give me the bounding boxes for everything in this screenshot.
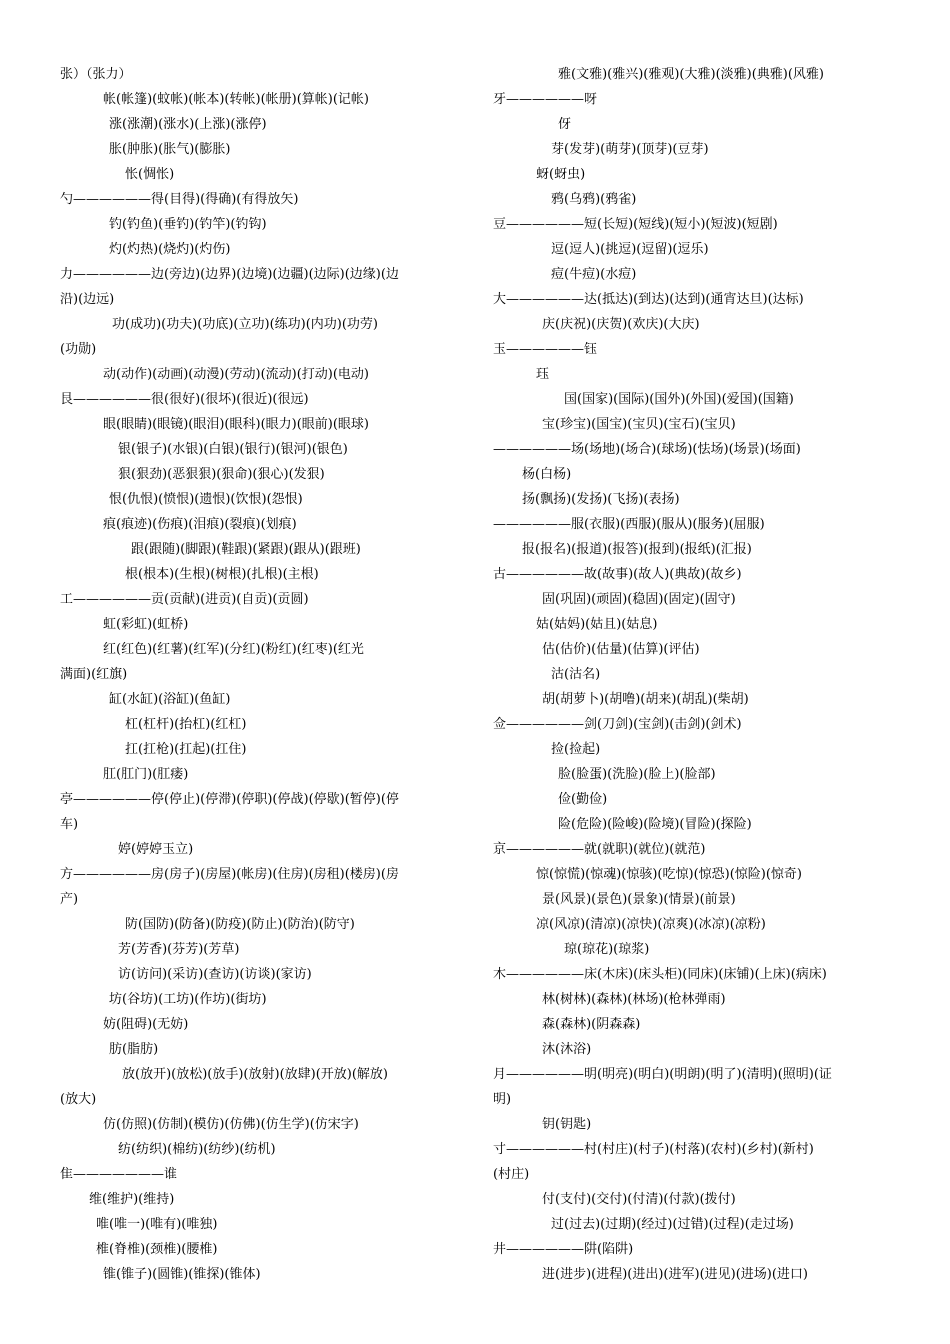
text-line: 木——————床(木床)(床头柜)(同床)(床铺)(上床)(病床) (493, 967, 827, 982)
text-line: 惊(惊慌)(惊魂)(惊骇)(吃惊)(惊恐)(惊险)(惊奇) (536, 867, 803, 882)
text-line: 估(估价)(估量)(估算)(评估) (542, 642, 700, 657)
text-line: 牙——————呀 (493, 92, 598, 107)
text-line: 怅(惆怅) (125, 167, 175, 182)
text-line: 椎(脊椎)(颈椎)(腰椎) (96, 1242, 218, 1257)
text-line: 方——————房(房子)(房屋)(帐房)(住房)(房租)(楼房)(房 (60, 867, 399, 882)
text-line: 杨(白杨) (522, 467, 572, 482)
text-line: 伢 (558, 117, 572, 132)
text-line: 胀(肿胀)(胀气)(膨胀) (109, 142, 231, 157)
text-line: 宝(珍宝)(国宝)(宝贝)(宝石)(宝贝) (542, 417, 736, 432)
text-line: 功(成功)(功夫)(功底)(立功)(练功)(内功)(功劳) (112, 317, 379, 332)
text-line: 井——————阱(陷阱) (493, 1242, 634, 1257)
text-line: 眼(眼睛)(眼镜)(眼泪)(眼科)(眼力)(眼前)(眼球) (103, 417, 370, 432)
text-line: 痘(牛痘)(水痘) (551, 267, 637, 282)
text-line: (村庄) (493, 1167, 530, 1182)
text-line: 寸——————村(村庄)(村子)(村落)(农村)(乡村)(新村) (493, 1142, 814, 1157)
text-line: 红(红色)(红薯)(红军)(分红)(粉红)(红枣)(红光 (103, 642, 364, 657)
text-line: 放(放开)(放松)(放手)(放射)(放肆)(开放)(解放) (122, 1067, 389, 1082)
text-line: 沐(沐浴) (542, 1042, 592, 1057)
text-line: 隹———————谁 (60, 1167, 178, 1182)
text-line: 银(银子)(水银)(白银)(银行)(银河)(银色) (118, 442, 348, 457)
text-line: 扛(扛枪)(扛起)(扛住) (125, 742, 247, 757)
text-line: 姑(姑妈)(姑且)(姑息) (536, 617, 658, 632)
text-line: 缸(水缸)(浴缸)(鱼缸) (109, 692, 231, 707)
text-line: 森(森林)(阴森森) (542, 1017, 641, 1032)
text-line: 险(危险)(险峻)(险境)(冒险)(探险) (558, 817, 752, 832)
text-line: 扬(飘扬)(发扬)(飞扬)(表扬) (522, 492, 680, 507)
text-line: 根(根本)(生根)(树根)(扎根)(主根) (125, 567, 319, 582)
text-line: 锥(锥子)(圆锥)(锥探)(锥体) (103, 1267, 261, 1282)
text-line: 凉(风凉)(清凉)(凉快)(凉爽)(冰凉)(凉粉) (536, 917, 766, 932)
text-line: 报(报名)(报道)(报答)(报到)(报纸)(汇报) (522, 542, 752, 557)
text-line: 灼(灼热)(烧灼)(灼伤) (109, 242, 231, 257)
text-line: 鸦(乌鸦)(鸦雀) (551, 192, 637, 207)
text-line: 沽(沽名) (551, 667, 601, 682)
text-line: ——————场(场地)(场合)(球场)(怯场)(场景)(场面) (493, 442, 801, 457)
text-line: 琼(琼花)(琼浆) (564, 942, 650, 957)
text-line: 艮——————很(很好)(很坏)(很近)(很远) (60, 392, 309, 407)
text-line: 张）（张力） (60, 67, 132, 82)
text-line: 维(维护)(维持) (89, 1192, 175, 1207)
text-line: 仿(仿照)(仿制)(模仿)(仿佛)(仿生学)(仿宋字) (103, 1117, 359, 1132)
text-line: 胡(胡萝卜)(胡噜)(胡来)(胡乱)(柴胡) (542, 692, 749, 707)
text-line: 狠(狠劲)(恶狠狠)(狠命)(狠心)(发狠) (118, 467, 325, 482)
text-line: 月——————明(明亮)(明白)(明朗)(明了)(清明)(照明)(证 (493, 1067, 832, 1082)
text-line: 进(进步)(进程)(进出)(进军)(进见)(进场)(进口) (542, 1267, 809, 1282)
text-line: 防(国防)(防备)(防疫)(防止)(防治)(防守) (125, 917, 355, 932)
text-line: 工——————贡(贡献)(进贡)(自贡)(贡圆) (60, 592, 309, 607)
text-line: 脸(脸蛋)(洗脸)(脸上)(脸部) (558, 767, 716, 782)
text-line: 钓(钓鱼)(垂钓)(钓竿)(钓钩) (109, 217, 267, 232)
text-line: 佥——————剑(刀剑)(宝剑)(击剑)(剑术) (493, 717, 742, 732)
text-line: 产) (60, 892, 79, 907)
text-line: 坊(谷坊)(工坊)(作坊)(街坊) (109, 992, 267, 1007)
text-line: 肪(脂肪) (109, 1042, 159, 1057)
text-line: 满面)(红旗) (60, 667, 128, 682)
text-line: 勺——————得(目得)(得确)(有得放矢) (60, 192, 299, 207)
text-line: 钥(钥匙) (542, 1117, 592, 1132)
text-line: 庆(庆祝)(庆贺)(欢庆)(大庆) (542, 317, 700, 332)
text-line: 芳(芳香)(芬芳)(芳草) (118, 942, 240, 957)
text-line: 付(支付)(交付)(付清)(付款)(拨付) (542, 1192, 736, 1207)
text-line: 肛(肛门)(肛瘘) (103, 767, 189, 782)
text-line: 痕(痕迹)(伤痕)(泪痕)(裂痕)(划痕) (103, 517, 297, 532)
text-line: (功勋) (60, 342, 97, 357)
text-line: 景(风景)(景色)(景象)(情景)(前景) (542, 892, 736, 907)
text-line: 动(动作)(动画)(动漫)(劳动)(流动)(打动)(电动) (103, 367, 370, 382)
text-line: 玉——————钰 (493, 342, 598, 357)
text-line: 恨(仇恨)(愤恨)(遗恨)(饮恨)(怨恨) (109, 492, 303, 507)
text-line: 雅(文雅)(雅兴)(雅观)(大雅)(淡雅)(典雅)(风雅) (558, 67, 825, 82)
text-line: 芽(发芽)(萌芽)(顶芽)(豆芽) (551, 142, 709, 157)
text-line: 古——————故(故事)(故人)(典故)(故乡) (493, 567, 742, 582)
text-line: 妨(阻碍)(无妨) (103, 1017, 189, 1032)
text-line: 帐(帐篷)(蚊帐)(帐本)(转帐)(帐册)(算帐)(记帐) (103, 92, 370, 107)
text-line: 力——————边(旁边)(边界)(边境)(边疆)(边际)(边缘)(边 (60, 267, 399, 282)
text-line: 虹(彩虹)(虹桥) (103, 617, 189, 632)
text-line: 车) (60, 817, 79, 832)
text-line: 捡(捡起) (551, 742, 601, 757)
text-line: 大——————达(抵达)(到达)(达到)(通宵达旦)(达标) (493, 292, 804, 307)
text-line: (放大) (60, 1092, 97, 1107)
text-line: 俭(勤俭) (558, 792, 608, 807)
text-line: 过(过去)(过期)(经过)(过错)(过程)(走过场) (551, 1217, 794, 1232)
text-line: 国(国家)(国际)(国外)(外国)(爱国)(国籍) (564, 392, 794, 407)
text-line: 跟(跟随)(脚跟)(鞋跟)(紧跟)(跟从)(跟班) (131, 542, 361, 557)
text-line: ——————服(衣服)(西服)(服从)(服务)(屈服) (493, 517, 765, 532)
text-line: 访(访问)(采访)(查访)(访谈)(家访) (118, 967, 312, 982)
text-line: 蚜(蚜虫) (536, 167, 586, 182)
text-line: 唯(唯一)(唯有)(唯独) (96, 1217, 218, 1232)
text-line: 亭——————停(停止)(停滞)(停职)(停战)(停歇)(暂停)(停 (60, 792, 399, 807)
text-line: 固(巩固)(顽固)(稳固)(固定)(固守) (542, 592, 736, 607)
text-line: 沿)(边远) (60, 292, 115, 307)
text-line: 杠(杠杆)(抬杠)(红杠) (125, 717, 247, 732)
text-line: 涨(涨潮)(涨水)(上涨)(涨停) (109, 117, 267, 132)
text-line: 婷(婷婷玉立) (118, 842, 194, 857)
text-line: 逗(逗人)(挑逗)(逗留)(逗乐) (551, 242, 709, 257)
text-line: 京——————就(就职)(就位)(就范) (493, 842, 706, 857)
text-line: 明) (493, 1092, 512, 1107)
text-line: 珏 (536, 367, 550, 382)
text-line: 纺(纺织)(棉纺)(纺纱)(纺机) (118, 1142, 276, 1157)
text-line: 林(树林)(森林)(林场)(枪林弹雨) (542, 992, 726, 1007)
text-line: 豆——————短(长短)(短线)(短小)(短波)(短剧) (493, 217, 778, 232)
